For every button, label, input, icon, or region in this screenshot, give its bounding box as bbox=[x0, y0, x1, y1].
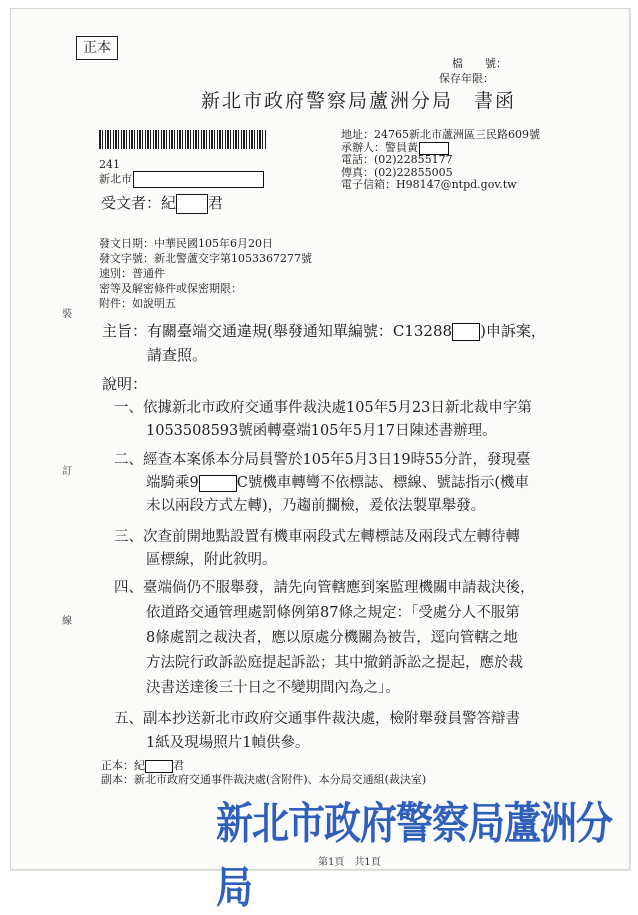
explanation-label: 說明： bbox=[102, 375, 148, 393]
secrecy-level: 密等及解密條件或保密期限： bbox=[99, 282, 242, 295]
page-indicator: 第1頁 共1頁 bbox=[318, 857, 381, 868]
original-copy-mark: 正本 bbox=[76, 36, 118, 60]
document-title: 新北市政府警察局蘆洲分局 書函 bbox=[201, 90, 517, 112]
item-5-line-2: 1紙及現場照片1幀供參。 bbox=[146, 735, 310, 751]
attachment-note: 附件：如說明五 bbox=[99, 297, 176, 310]
delivery-speed: 速別：普通件 bbox=[99, 267, 165, 280]
item-3-line-1: 三、次查前開地點設置有機車兩段式左轉標誌及兩段式左轉待轉 bbox=[114, 529, 520, 545]
recipient-suffix: 君 bbox=[208, 194, 224, 212]
recipient-line bbox=[101, 192, 223, 214]
subject-prefix: 主旨：有關臺端交通違規(舉發通知單編號：C13288 bbox=[102, 322, 453, 340]
contact-fax: 傳真：(02)22855005 bbox=[341, 166, 453, 179]
item-5-line-1: 五、副本抄送新北市政府交通事件裁決處，檢附舉發員警答辯書 bbox=[114, 711, 520, 727]
redaction-box bbox=[199, 475, 237, 492]
item-2-line-2 bbox=[146, 472, 529, 495]
subject-suffix: )申訴案， bbox=[480, 322, 546, 340]
retention-period-label: 保存年限： bbox=[439, 72, 494, 85]
document-number: 發文字號：新北警蘆交字第1053367277號 bbox=[99, 252, 312, 265]
redaction-box bbox=[133, 171, 264, 188]
contact-phone: 電話：(02)22855177 bbox=[341, 153, 453, 166]
copy-recipients: 副本：新北市政府交通事件裁決處(含附件)、本分局交通組(裁決室) bbox=[101, 773, 427, 786]
item-2-line-2-a: 端騎乘9 bbox=[146, 475, 199, 491]
item-2-line-2-b: C號機車轉彎不依標誌、標線、號誌指示(機車 bbox=[236, 475, 529, 491]
contact-email: 電子信箱：H98147@ntpd.gov.tw bbox=[341, 178, 517, 191]
binding-margin-mark: 裝 bbox=[62, 309, 72, 320]
item-4-line-2: 依道路交通管理處罰條例第87條之規定：「受處分人不服第 bbox=[146, 605, 520, 621]
item-4-line-5: 決書送達後三十日之不變期間內為之」。 bbox=[146, 680, 400, 696]
subject-line bbox=[102, 319, 546, 343]
original-recipient-label: 正本：紀 bbox=[101, 759, 145, 772]
original-recipient-suffix: 君 bbox=[173, 759, 184, 772]
redaction-box bbox=[145, 760, 173, 773]
item-3-line-2: 區標線，附此敘明。 bbox=[146, 552, 277, 568]
item-4-line-3: 8條處罰之裁決者，應以原處分機關為被告，逕向管轄之地 bbox=[146, 630, 518, 646]
binding-margin-mark: 線 bbox=[62, 616, 72, 627]
item-1-line-1: 一、依據新北市政府交通事件裁決處105年5月23日新北裁申字第 bbox=[114, 400, 532, 416]
barcode bbox=[99, 130, 267, 149]
redaction-box bbox=[452, 323, 480, 341]
agency-seal-stamp: 新北市政府警察局蘆洲分局 bbox=[216, 798, 612, 914]
item-4-line-4: 方法院行政訴訟庭提起訴訟；其中撤銷訴訟之提起，應於裁 bbox=[146, 655, 523, 671]
contact-address: 地址：24765新北市蘆洲區三民路609號 bbox=[341, 128, 540, 141]
issue-date: 發文日期：中華民國105年6月20日 bbox=[99, 237, 273, 250]
recipient-label: 受文者：紀 bbox=[101, 194, 177, 212]
item-2-line-1: 二、經查本案係本分局員警於105年5月3日19時55分許，發現臺 bbox=[114, 452, 531, 468]
item-2-line-3: 未以兩段方式左轉)，乃趨前攔檢，爰依法製單舉發。 bbox=[146, 498, 486, 514]
item-4-line-1: 四、臺端倘仍不服舉發，請先向管轄應到案監理機關申請裁決後， bbox=[114, 580, 535, 596]
address-prefix: 新北市 bbox=[99, 172, 132, 186]
binding-margin-mark: 訂 bbox=[62, 466, 72, 477]
item-1-line-2: 1053508593號函轉臺端105年5月17日陳述書辦理。 bbox=[146, 423, 497, 439]
recipient-address bbox=[99, 171, 264, 188]
original-recipient bbox=[101, 758, 184, 773]
postal-code: 241 bbox=[99, 158, 120, 171]
redaction-box bbox=[176, 194, 208, 214]
subject-line-2: 請查照。 bbox=[147, 346, 208, 364]
file-number-label: 檔 號： bbox=[452, 57, 507, 70]
handler-text: 承辦人：警員黃 bbox=[341, 141, 418, 154]
